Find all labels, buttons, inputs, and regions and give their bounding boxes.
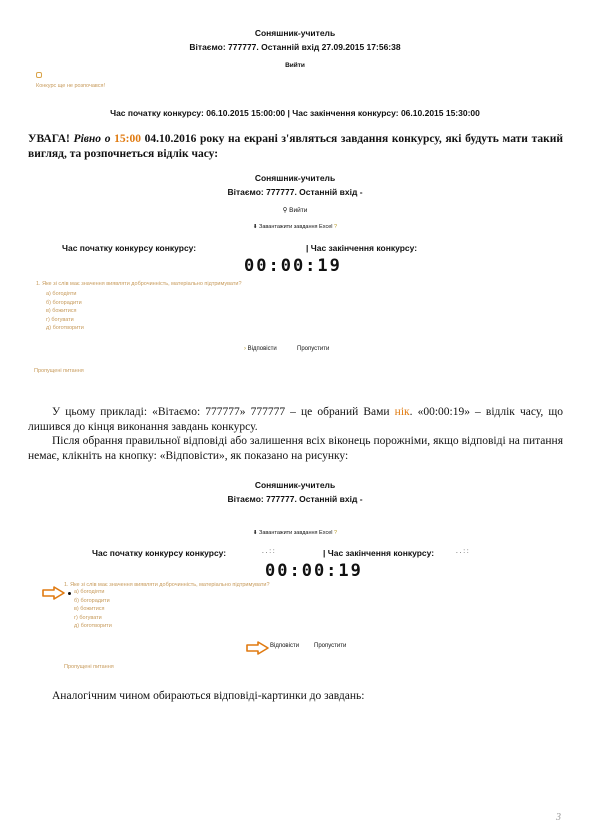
panel3-answer-button[interactable]: Відповісти bbox=[270, 643, 300, 649]
option-b[interactable]: б) богорадити bbox=[74, 597, 110, 604]
panel2-skip-button[interactable]: Пропустити bbox=[297, 346, 330, 352]
welcome-text: Вітаємо: 777777. Останній вхід 27.09.2015 17:56:38 bbox=[189, 42, 401, 52]
panel2-logout-label: Вийти bbox=[289, 207, 308, 214]
panel2-skipped[interactable]: Пропущені питання bbox=[34, 368, 84, 374]
option-b[interactable]: б) богорадити bbox=[46, 299, 82, 306]
option-c[interactable]: в) божитися bbox=[74, 606, 105, 612]
panel2-question: 1. Яке зі слів має значення виявляти доброчинність, матеріально підтримувати? bbox=[36, 281, 242, 287]
panel3-skipped[interactable]: Пропущені питання bbox=[64, 664, 114, 670]
panel2-welcome: Вітаємо: 777777. Останній вхід - bbox=[227, 187, 363, 197]
panel2-download[interactable] bbox=[0, 224, 590, 230]
help-icon: ? bbox=[334, 224, 338, 230]
panel3-download-label: Завантажити завдання Excel bbox=[259, 530, 333, 536]
panel2-download-label: Завантажити завдання Excel bbox=[259, 224, 333, 230]
warning-time: 15:00 bbox=[114, 133, 141, 145]
warning-paragraph bbox=[28, 132, 563, 161]
panel3-question: 1. Яке зі слів має значення виявляти доброчинність, матеріально підтримувати? bbox=[64, 582, 270, 588]
option-d[interactable]: г) богувати bbox=[74, 614, 102, 621]
panel3-title: Соняшник-учитель bbox=[254, 480, 336, 490]
bullet-icon bbox=[36, 72, 42, 78]
panel2-timer: 00:00:19 bbox=[244, 256, 342, 276]
option-c[interactable]: в) божитися bbox=[46, 308, 77, 314]
warning-text-a: Рівно о bbox=[69, 133, 115, 145]
panel3-timer: 00:00:19 bbox=[265, 561, 363, 581]
p1-nick: нік bbox=[394, 406, 410, 418]
option-d[interactable]: г) богувати bbox=[46, 316, 74, 323]
panel3-skip-button[interactable]: Пропустити bbox=[314, 643, 347, 649]
option-e[interactable]: д) боготворити bbox=[74, 623, 112, 629]
panel2-options bbox=[46, 290, 84, 333]
download-icon: ⬇ bbox=[252, 224, 258, 230]
panel2-end-label: | Час закінчення конкурсу: bbox=[306, 243, 418, 253]
option-e[interactable]: д) боготворити bbox=[46, 325, 84, 331]
help-icon: ? bbox=[334, 530, 338, 536]
option-a[interactable]: а) богодіяти bbox=[46, 291, 77, 297]
key-icon: ⚲ bbox=[282, 207, 288, 214]
p1-a: У цьому прикладі: «Вітаємо: 777777» 777777 – це обраний Вами bbox=[52, 406, 395, 418]
logout-link[interactable]: Вийти bbox=[285, 62, 305, 69]
arrow-icon: › bbox=[244, 346, 246, 352]
contest-time: Час початку конкурсу: 06.10.2015 15:00:00 | Час закінчення конкурсу: 06.10.2015 15:30:00 bbox=[110, 108, 480, 118]
explanation-p2: Після обрання правильної відповіді або залишення всіх віконець порожніми, якщо відповіді на питання немає, клікніть на кнопку: «Відповісти», як показано на рисунку: bbox=[28, 435, 563, 462]
footer-text: Аналогічним чином обираються відповіді-картинки до завдань: bbox=[52, 690, 365, 702]
panel2-logout[interactable] bbox=[0, 206, 590, 214]
pointer-arrow-icon bbox=[42, 586, 66, 600]
download-icon: ⬇ bbox=[252, 530, 258, 536]
warning-text-b: 04.10.2016 року на екрані з'являться завдання конкурсу, які будуть мати такий вигляд, та розпочнеться відлік часу: bbox=[28, 133, 563, 160]
p1-b: . «00:00:19» – відлік часу, що лишився до кінця виконання завдань конкурсу. bbox=[28, 406, 563, 433]
selected-radio-icon[interactable] bbox=[68, 592, 71, 595]
pointer-arrow-icon bbox=[246, 641, 270, 655]
explanation-p1 bbox=[28, 405, 563, 434]
page-number: 3 bbox=[556, 812, 561, 823]
panel3-download[interactable] bbox=[0, 530, 590, 536]
panel3-end-value: . . : : bbox=[456, 548, 469, 555]
panel2-answer-button[interactable] bbox=[244, 346, 277, 352]
panel3-end-label: | Час закінчення конкурсу: bbox=[323, 548, 435, 558]
option-a[interactable]: а) богодіяти bbox=[74, 589, 105, 595]
panel3-welcome: Вітаємо: 777777. Останній вхід - bbox=[227, 494, 363, 504]
panel3-start-label: Час початку конкурсу конкурсу: bbox=[92, 548, 227, 558]
warning-label: УВАГА! bbox=[28, 133, 70, 145]
app-title: Соняшник-учитель bbox=[254, 28, 336, 38]
panel2-title: Соняшник-учитель bbox=[254, 173, 336, 183]
status-note: Конкурс ще не розпочався! bbox=[36, 83, 106, 89]
panel2-answer-label: Відповісти bbox=[247, 346, 277, 352]
panel3-start-value: . . : : bbox=[262, 548, 275, 555]
panel3-options bbox=[74, 588, 112, 631]
panel2-start-label: Час початку конкурсу конкурсу: bbox=[62, 243, 197, 253]
